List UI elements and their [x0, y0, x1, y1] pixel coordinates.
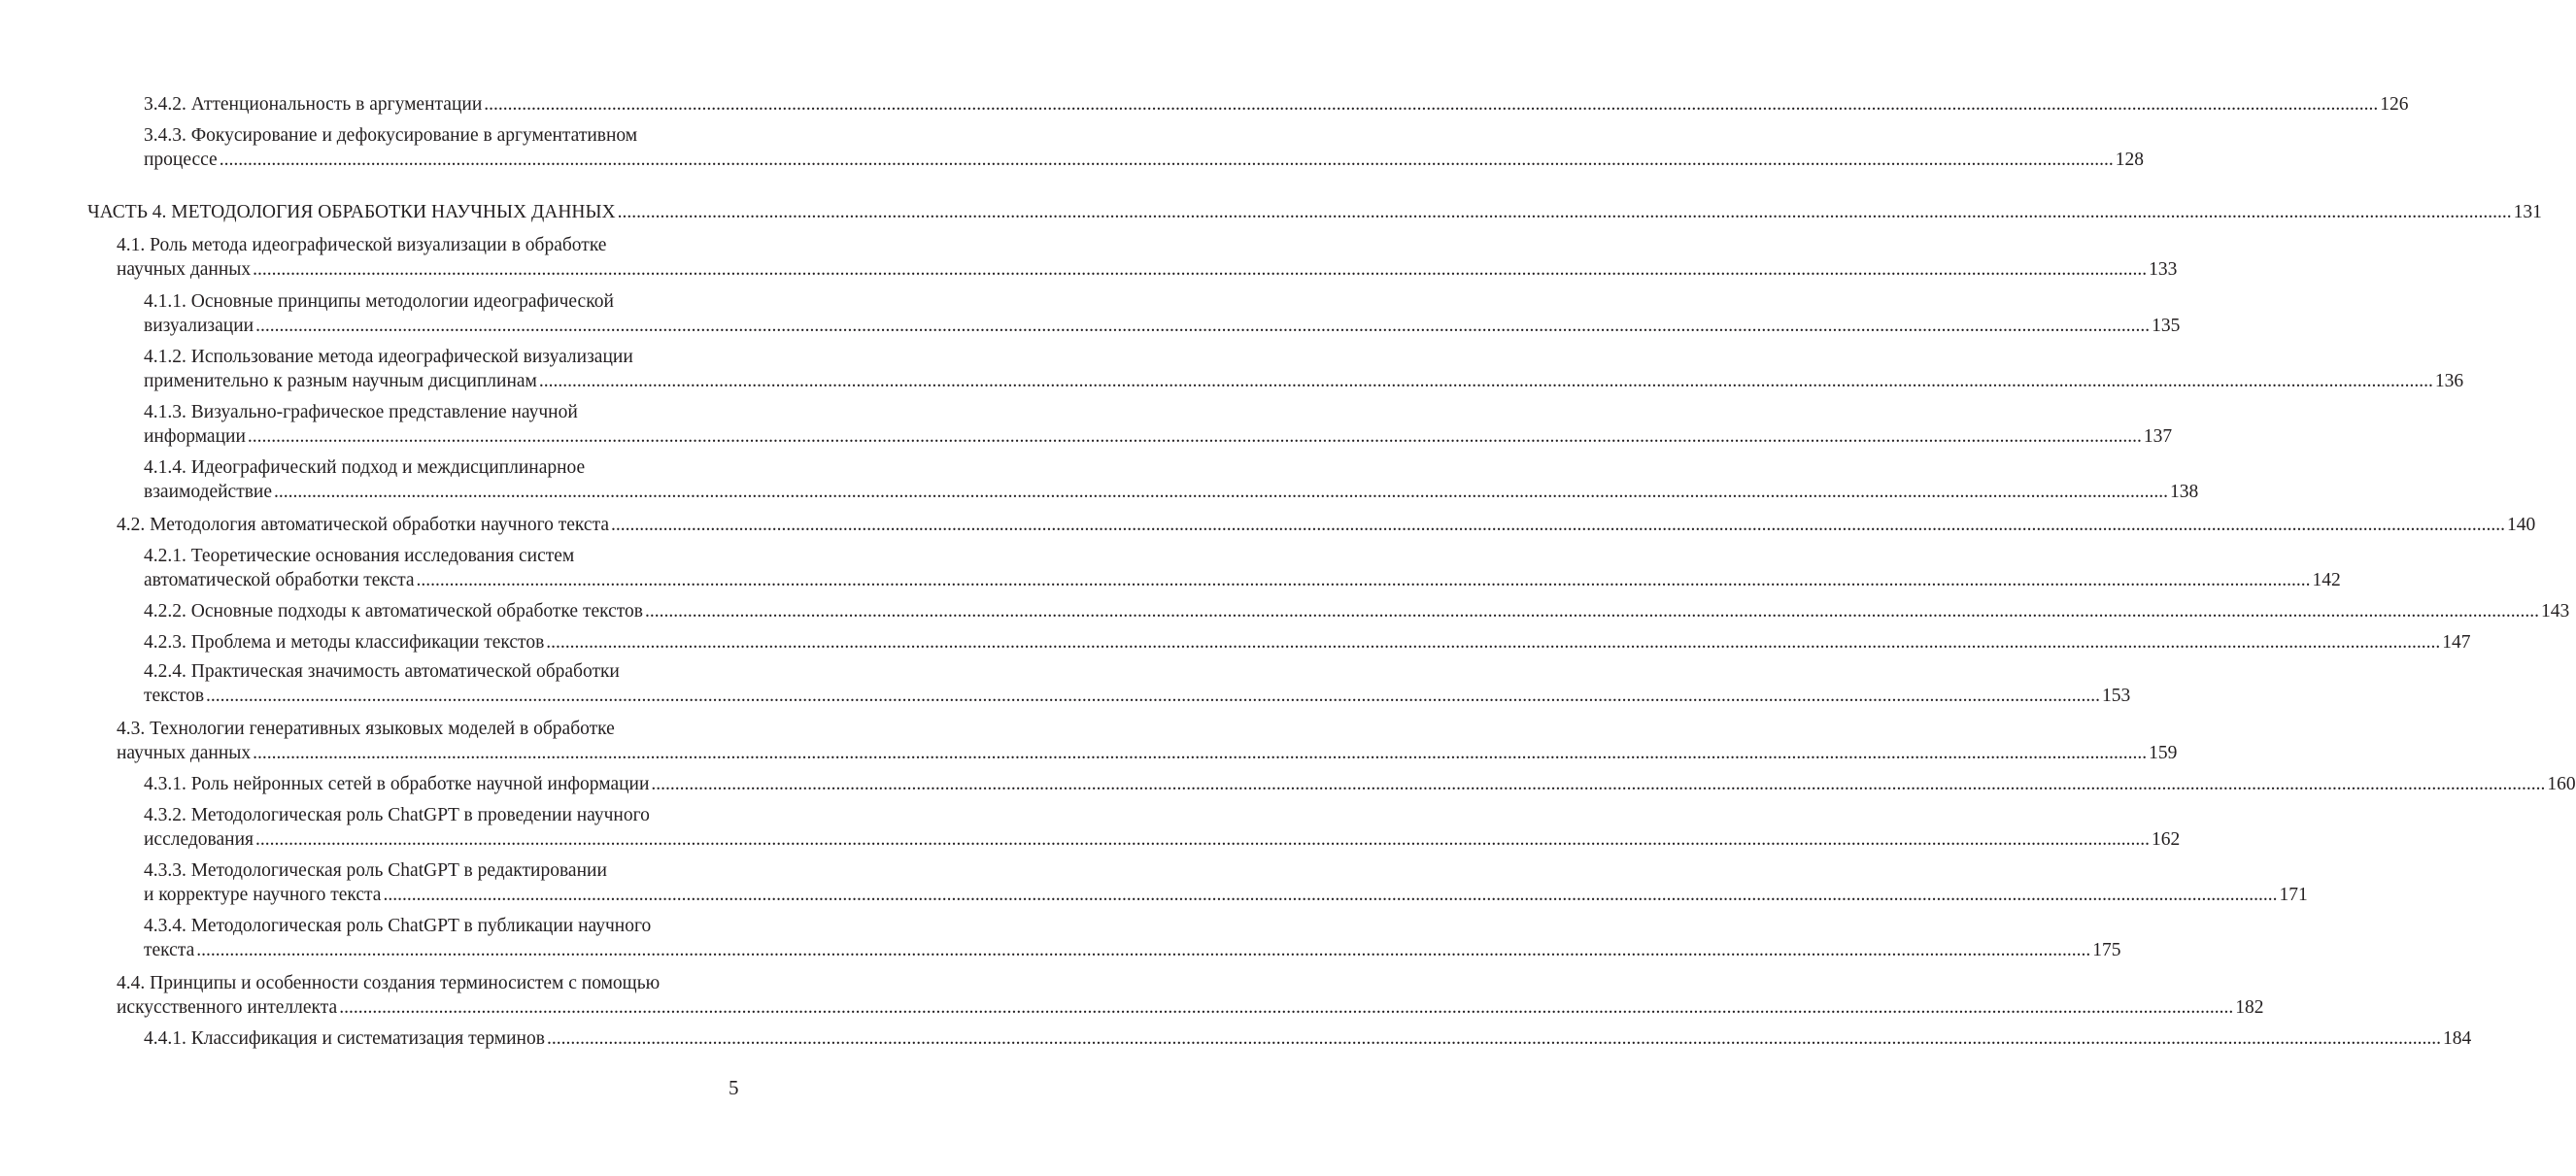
dot-leader: ................................................................................................................................................................................................................................................................................................................................................................................................................	[255, 829, 2150, 850]
toc-entry-page: 162	[2152, 829, 2181, 850]
dot-leader: ................................................................................................................................................................................................................................................................................................................................................................................................................	[617, 202, 2512, 222]
toc-entry[interactable]	[144, 345, 2464, 393]
toc-entry-page: 140	[2506, 515, 2536, 535]
toc-entry-title-line: 3.4.3. Фокусирование и дефокусирование в аргументативном	[144, 125, 638, 146]
toc-entry-title-line: 4.2.3. Проблема и методы классификации текстов	[144, 632, 545, 653]
toc-entry[interactable]	[144, 544, 2341, 592]
dot-leader: ................................................................................................................................................................................................................................................................................................................................................................................................................	[255, 316, 2151, 336]
toc-entry-title-line: 4.3.4. Методологическая роль ChatGPT в публикации научного	[144, 916, 652, 936]
toc-entry[interactable]	[87, 200, 2542, 224]
toc-entry[interactable]	[117, 513, 2536, 537]
dot-leader: ................................................................................................................................................................................................................................................................................................................................................................................................................	[538, 371, 2433, 391]
dot-leader: ................................................................................................................................................................................................................................................................................................................................................................................................................	[484, 94, 2379, 115]
toc-entry-page: 135	[2152, 316, 2181, 336]
toc-entry-page: 184	[2442, 1028, 2472, 1049]
toc-entry-page: 159	[2149, 743, 2178, 763]
toc-entry[interactable]	[144, 289, 2181, 338]
toc-entry-title-line: научных данных	[117, 259, 252, 280]
page-number: 5	[729, 1076, 739, 1099]
dot-leader: ................................................................................................................................................................................................................................................................................................................................................................................................................	[274, 482, 2169, 502]
toc-entry[interactable]	[144, 772, 2576, 796]
toc-entry[interactable]	[144, 92, 2409, 117]
toc-entry[interactable]	[117, 233, 2178, 282]
toc-entry-page: 143	[2541, 601, 2570, 622]
toc-entry[interactable]	[144, 1026, 2472, 1051]
toc-entry-title-line: процессе	[144, 150, 218, 170]
toc-entry-title-line: 4.3.3. Методологическая роль ChatGPT в редактировании	[144, 860, 607, 881]
dot-leader: ................................................................................................................................................................................................................................................................................................................................................................................................................	[196, 940, 2091, 960]
toc-entry-title-line: 4.2.4. Практическая значимость автоматической обработки	[144, 661, 620, 682]
toc-entry-title-line: 4.1.4. Идеографический подход и междисциплинарное	[144, 457, 586, 478]
toc-entry-page: 136	[2434, 371, 2464, 391]
toc-entry-title-line: текста	[144, 940, 195, 960]
toc-entry-title-line: 4.2.1. Теоретические основания исследования систем	[144, 546, 575, 566]
toc-entry-page: 126	[2380, 94, 2409, 115]
toc-entry-page: 128	[2115, 150, 2144, 170]
toc-entry-page: 182	[2235, 997, 2264, 1018]
toc-entry-title-line: 4.1. Роль метода идеографической визуализации в обработке	[117, 235, 607, 255]
toc-entry-title-line: 4.4. Принципы и особенности создания терминосистем с помощью	[117, 973, 661, 993]
dot-leader: ................................................................................................................................................................................................................................................................................................................................................................................................................	[247, 426, 2142, 447]
toc-entry[interactable]	[144, 630, 2471, 655]
toc-entry-page: 138	[2170, 482, 2199, 502]
toc-entry-title-line: 4.2.2. Основные подходы к автоматической обработке текстов	[144, 601, 643, 622]
toc-entry[interactable]	[144, 858, 2308, 907]
toc-entry[interactable]	[117, 971, 2264, 1020]
toc-entry-title-line: информации	[144, 426, 246, 447]
dot-leader: ................................................................................................................................................................................................................................................................................................................................................................................................................	[206, 686, 2101, 706]
toc-entry-title-line: 4.1.3. Визуально-графическое представление научной	[144, 402, 578, 422]
toc-entry-title-line: 4.1.1. Основные принципы методологии идеографической	[144, 291, 614, 312]
dot-leader: ................................................................................................................................................................................................................................................................................................................................................................................................................	[651, 774, 2546, 794]
toc-entry-title-line: взаимодействие	[144, 482, 273, 502]
toc-entry-title-line: 4.3.1. Роль нейронных сетей в обработке научной информации	[144, 774, 650, 794]
toc-entry-title-line: текстов	[144, 686, 205, 706]
toc-entry-page: 147	[2442, 632, 2471, 653]
dot-leader: ................................................................................................................................................................................................................................................................................................................................................................................................................	[339, 997, 2234, 1018]
toc-entry-page: 133	[2149, 259, 2178, 280]
toc-entry[interactable]	[144, 803, 2181, 852]
toc-entry-title-line: и корректуре научного текста	[144, 885, 382, 905]
toc-entry-title-line: 4.1.2. Использование метода идеографической визуализации	[144, 347, 633, 367]
toc-entry-title-line: исследования	[144, 829, 254, 850]
toc-entry[interactable]	[144, 599, 2570, 623]
toc-entry-title-line: 4.3.2. Методологическая роль ChatGPT в проведении научного	[144, 805, 650, 825]
dot-leader: ................................................................................................................................................................................................................................................................................................................................................................................................................	[219, 150, 2114, 170]
dot-leader: ................................................................................................................................................................................................................................................................................................................................................................................................................	[253, 259, 2148, 280]
toc-entry-title-line: 4.2. Методология автоматической обработки научного текста	[117, 515, 609, 535]
toc-entry-page: 142	[2312, 570, 2341, 590]
toc-entry-title-line: 4.4.1. Классификация и систематизация терминов	[144, 1028, 545, 1049]
dot-leader: ................................................................................................................................................................................................................................................................................................................................................................................................................	[546, 632, 2441, 653]
dot-leader: ................................................................................................................................................................................................................................................................................................................................................................................................................	[546, 1028, 2441, 1049]
toc-entry-page: 171	[2279, 885, 2308, 905]
toc-entry-title-line: научных данных	[117, 743, 252, 763]
toc-entry-title-line: 4.3. Технологии генеративных языковых моделей в обработке	[117, 719, 615, 739]
dot-leader: ................................................................................................................................................................................................................................................................................................................................................................................................................	[383, 885, 2278, 905]
toc-entry[interactable]	[117, 717, 2178, 765]
toc-entry-title-line: 3.4.2. Аттенциональность в аргументации	[144, 94, 483, 115]
toc-entry-title-line: применительно к разным научным дисциплинам	[144, 371, 537, 391]
toc-entry[interactable]	[144, 914, 2121, 962]
toc-entry-page: 131	[2513, 202, 2542, 222]
toc-entry-title-line: визуализации	[144, 316, 254, 336]
toc-entry-title-line: автоматической обработки текста	[144, 570, 415, 590]
toc-entry-page: 153	[2102, 686, 2131, 706]
toc-entry-page: 137	[2143, 426, 2173, 447]
dot-leader: ................................................................................................................................................................................................................................................................................................................................................................................................................	[253, 743, 2148, 763]
toc-entry[interactable]	[144, 455, 2199, 504]
toc-entry[interactable]	[144, 659, 2131, 708]
toc-entry[interactable]	[144, 400, 2173, 449]
dot-leader: ................................................................................................................................................................................................................................................................................................................................................................................................................	[645, 601, 2539, 622]
dot-leader: ................................................................................................................................................................................................................................................................................................................................................................................................................	[416, 570, 2311, 590]
toc-entry-page: 175	[2092, 940, 2121, 960]
toc-entry[interactable]	[144, 123, 2144, 172]
toc-entry-page: 160	[2547, 774, 2576, 794]
toc-entry-title-line: искусственного интеллекта	[117, 997, 338, 1018]
dot-leader: ................................................................................................................................................................................................................................................................................................................................................................................................................	[610, 515, 2505, 535]
toc-entry-title-line: ЧАСТЬ 4. МЕТОДОЛОГИЯ ОБРАБОТКИ НАУЧНЫХ ДАННЫХ	[87, 202, 616, 222]
